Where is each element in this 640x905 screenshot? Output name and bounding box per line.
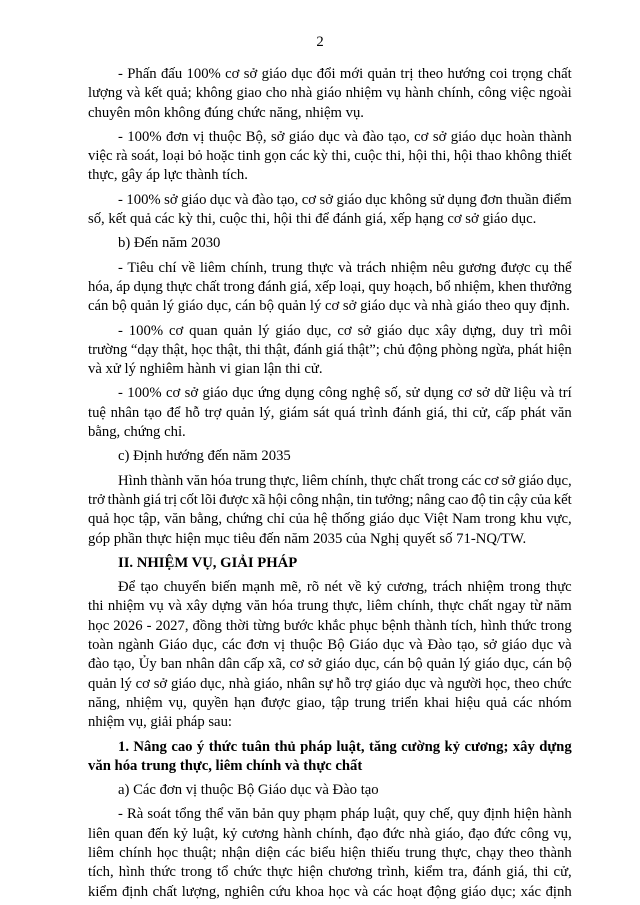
text-line: c) Định hướng đến năm 2035	[118, 448, 291, 465]
bullet-item	[88, 322, 572, 380]
text-line: - Tiêu chí về liêm chính, trung thực và trách nhiệm nêu gương được cụ thể	[118, 259, 572, 276]
text-line: việc rà soát, loại bỏ hoặc tinh gọn các kỳ thi, cuộc thi, hội thi, hội thao không thiết	[88, 148, 572, 165]
text-line: b) Đến năm 2030	[118, 235, 221, 252]
text-line: toàn ngành Giáo dục, các đơn vị thuộc Bộ Giáo dục và Đào tạo, sở giáo dục và	[88, 637, 572, 654]
text-line: - Rà soát tổng thể văn bản quy phạm pháp luật, quy chế, quy định hiện hành	[118, 806, 572, 823]
text-line: liên quan đến kỷ luật, kỷ cương hành chính, đạo đức nhà giáo, đạo đức công vụ,	[88, 825, 572, 842]
text-line: - 100% cơ quan quản lý giáo dục, cơ sở giáo dục xây dựng, duy trì môi	[118, 322, 572, 339]
text-line: kiểm định chất lượng, nghiên cứu khoa học và các hoạt động giáo dục; xác định	[88, 883, 572, 900]
text-line: nhiệm vụ, giải pháp sau:	[88, 714, 232, 731]
text-line: - 100% đơn vị thuộc Bộ, sở giáo dục và đào tạo, cơ sở giáo dục hoàn thành	[118, 128, 572, 145]
task-heading	[88, 738, 572, 777]
text-line: Hình thành văn hóa trung thực, liêm chính, thực chất trong các cơ sở giáo dục,	[118, 472, 572, 489]
subsection-heading	[88, 781, 572, 800]
text-line: quả học tập, văn bằng, chứng chỉ của hệ thống giáo dục Việt Nam trong khu vực,	[88, 511, 572, 528]
text-line: đào tạo, Ủy ban nhân dân cấp xã, cơ sở giáo dục, cán bộ quản lý giáo dục, cán bộ	[88, 656, 572, 673]
text-line: - 100% sở giáo dục và đào tạo, cơ sở giáo dục không sử dụng đơn thuần điểm	[118, 191, 572, 208]
text-line: quản lý cơ sở giáo dục, nhà giáo, nhân sự hỗ trợ giáo dục và người học, theo chức	[88, 675, 572, 692]
text-line: chuyên môn không đúng chức năng, nhiệm vụ.	[88, 104, 364, 121]
bullet-item	[88, 805, 572, 901]
text-line: - 100% cơ sở giáo dục ứng dụng công nghệ số, sử dụng cơ sở dữ liệu và trí	[118, 385, 572, 402]
page-number: 2	[316, 34, 324, 50]
section-heading	[88, 554, 572, 573]
text-line: và xử lý nghiêm hành vi gian lận thi cử.	[88, 361, 323, 378]
text-line: 1. Nâng cao ý thức tuân thủ pháp luật, tăng cường kỷ cương; xây dựng	[118, 738, 572, 755]
text-line: cán bộ quản lý giáo dục, cán bộ quản lý cơ sở giáo dục và nhà giáo theo quy định.	[88, 298, 570, 315]
text-line: liêm chính học thuật; nhận diện các biểu hiện thiếu trung thực, chạy theo thành	[88, 844, 572, 861]
bullet-item	[88, 384, 572, 442]
bullet-item	[88, 128, 572, 186]
text-line: Để tạo chuyển biến mạnh mẽ, rõ nét về kỷ cương, trách nhiệm trong thực	[118, 579, 572, 596]
document-body	[88, 65, 572, 902]
paragraph	[88, 472, 572, 549]
subsection-heading	[88, 447, 572, 466]
text-line: lượng và kết quả; không giao cho nhà giáo nhiệm vụ hành chính, công việc ngoài	[88, 85, 572, 102]
text-line: văn hóa trung thực, liêm chính và thực chất	[88, 757, 363, 774]
text-line: hóa, áp dụng thực chất trong đánh giá, xếp loại, quy hoạch, bổ nhiệm, khen thưởng	[88, 278, 572, 295]
text-line: thực, gây áp lực thành tích.	[88, 167, 248, 184]
text-line: tuệ nhân tạo để hỗ trợ quản lý, giám sát quá trình đánh giá, thi cử, cấp phát văn	[88, 404, 572, 421]
text-line: tích, hình thức trong tổ chức thực hiện chương trình, kiểm tra, đánh giá, thi cử,	[88, 864, 572, 881]
text-line: a) Các đơn vị thuộc Bộ Giáo dục và Đào tạo	[118, 782, 379, 799]
text-line: năng, nhiệm vụ, quyền hạn được giao, tập trung triển khai hiệu quả các nhóm	[88, 694, 572, 711]
text-line: trường “dạy thật, học thật, thi thật, đánh giá thật”; chủ động phòng ngừa, phát hiện	[88, 341, 572, 358]
bullet-item	[88, 65, 572, 123]
subsection-heading	[88, 234, 572, 253]
text-line: II. NHIỆM VỤ, GIẢI PHÁP	[118, 554, 298, 571]
text-line: học 2026 - 2027, đồng thời từng bước khắc phục bệnh thành tích, hình thức trong	[88, 617, 572, 634]
text-line: số, kết quả các kỳ thi, cuộc thi, hội thi để đánh giá, xếp hạng cơ sở giáo dục.	[88, 211, 537, 228]
bullet-item	[88, 259, 572, 317]
text-line: góp phần thực hiện mục tiêu đến năm 2035 của Nghị quyết số 71-NQ/TW.	[88, 530, 527, 547]
text-line: trở thành giá trị cốt lõi được xã hội công nhận, tin tưởng; nâng cao độ tin cậy của kết	[88, 491, 572, 508]
text-line: - Phấn đấu 100% cơ sở giáo dục đổi mới quản trị theo hướng coi trọng chất	[118, 66, 572, 82]
paragraph	[88, 578, 572, 732]
text-line: thi nhiệm vụ và xây dựng văn hóa trung thực, liêm chính, thực chất ngay từ năm	[88, 598, 572, 615]
text-line: bằng, chứng chỉ.	[88, 424, 186, 441]
bullet-item	[88, 191, 572, 230]
